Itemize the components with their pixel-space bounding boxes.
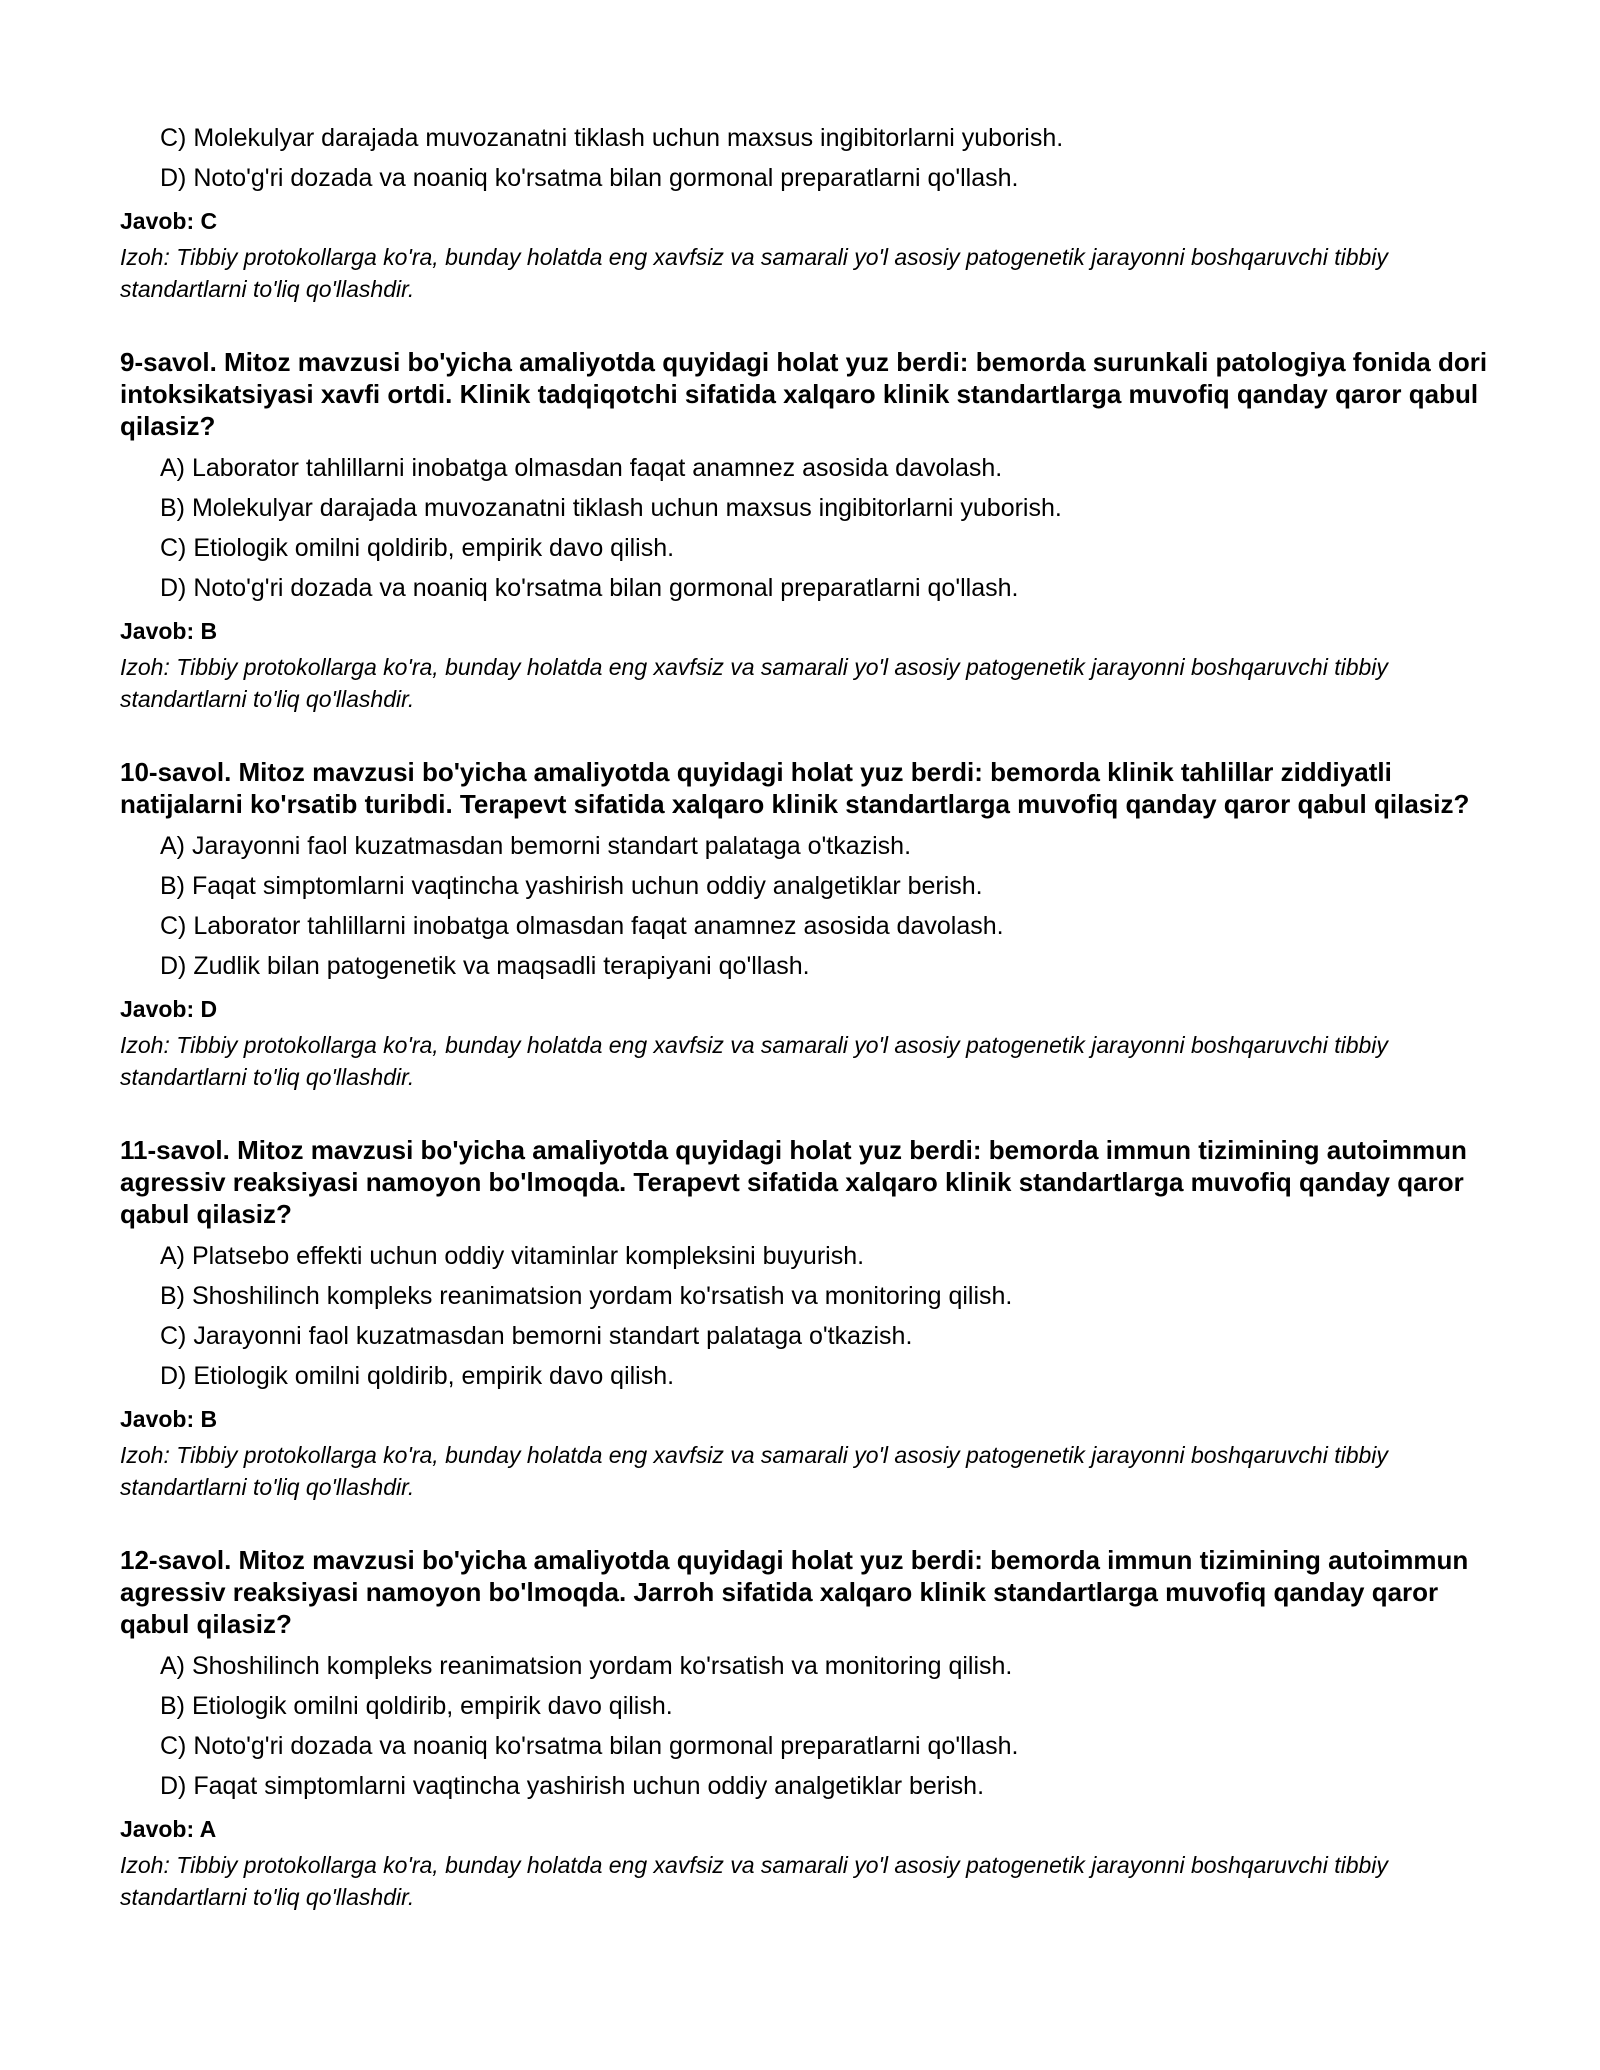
- options-list: [120, 448, 1490, 608]
- options-list: [120, 1236, 1490, 1396]
- option-b: B) Molekulyar darajada muvozanatni tiklash uchun maxsus ingibitorlarni yuborish.: [160, 494, 1062, 522]
- option-d: D) Faqat simptomlarni vaqtincha yashirish uchun oddiy analgetiklar berish.: [160, 1772, 985, 1800]
- answer: Javob: D: [120, 996, 218, 1022]
- option-d: D) Noto'g'ri dozada va noaniq ko'rsatma bilan gormonal preparatlarni qo'llash.: [160, 574, 1019, 602]
- explanation-note: Izoh: Tibbiy protokollarga ko'ra, bunday holatda eng xavfsiz va samarali yo'l asosiy patogenetik jarayonni boshqaruvchi tibbiy standartlarni to'liq qo'llashdir.: [120, 1032, 1388, 1090]
- question-title: 12-savol. Mitoz mavzusi bo'yicha amaliyotda quyidagi holat yuz berdi: bemorda immun tizimining autoimmun agressiv reaksiyasi namoyon bo'lmoqda. Jarroh sifatida xalqaro klinik standartlarga muvofiq qanday qaror qabul qilasiz?: [120, 1545, 1469, 1639]
- answer: Javob: C: [120, 208, 218, 234]
- answer: Javob: A: [120, 1816, 217, 1842]
- options-list: [120, 118, 1490, 198]
- option-a: A) Laborator tahlillarni inobatga olmasdan faqat anamnez asosida davolash.: [160, 454, 1003, 482]
- option-c: C) Noto'g'ri dozada va noaniq ko'rsatma bilan gormonal preparatlarni qo'llash.: [160, 1732, 1019, 1760]
- question-8-continued: [120, 118, 1490, 305]
- explanation-note: Izoh: Tibbiy protokollarga ko'ra, bunday holatda eng xavfsiz va samarali yo'l asosiy patogenetik jarayonni boshqaruvchi tibbiy standartlarni to'liq qo'llashdir.: [120, 244, 1388, 302]
- option-a: A) Jarayonni faol kuzatmasdan bemorni standart palataga o'tkazish.: [160, 832, 912, 860]
- option-c: C) Jarayonni faol kuzatmasdan bemorni standart palataga o'tkazish.: [160, 1322, 913, 1350]
- question-11: [120, 1134, 1490, 1503]
- question-title: 11-savol. Mitoz mavzusi bo'yicha amaliyotda quyidagi holat yuz berdi: bemorda immun tizimining autoimmun agressiv reaksiyasi namoyon bo'lmoqda. Terapevt sifatida xalqaro klinik standartlarga muvofiq qanday qaror qabul qilasiz?: [120, 1135, 1467, 1229]
- option-a: A) Platsebo effekti uchun oddiy vitaminlar kompleksini buyurish.: [160, 1242, 865, 1270]
- answer: Javob: B: [120, 1406, 218, 1432]
- explanation-note: Izoh: Tibbiy protokollarga ko'ra, bunday holatda eng xavfsiz va samarali yo'l asosiy patogenetik jarayonni boshqaruvchi tibbiy standartlarni to'liq qo'llashdir.: [120, 654, 1388, 712]
- document-page: [120, 118, 1490, 1913]
- question-12: [120, 1544, 1490, 1913]
- option-b: B) Faqat simptomlarni vaqtincha yashirish uchun oddiy analgetiklar berish.: [160, 872, 983, 900]
- question-title: 9-savol. Mitoz mavzusi bo'yicha amaliyotda quyidagi holat yuz berdi: bemorda surunkali patologiya fonida dori intoksikatsiyasi xavfi ortdi. Klinik tadqiqotchi sifatida xalqaro klinik standartlarga muvofiq qanday qaror qabul qilasiz?: [120, 347, 1488, 441]
- option-d: D) Etiologik omilni qoldirib, empirik davo qilish.: [160, 1362, 675, 1390]
- question-10: [120, 756, 1490, 1093]
- option-c: C) Laborator tahlillarni inobatga olmasdan faqat anamnez asosida davolash.: [160, 912, 1004, 940]
- options-list: [120, 1646, 1490, 1806]
- option-c: C) Etiologik omilni qoldirib, empirik davo qilish.: [160, 534, 675, 562]
- answer: Javob: B: [120, 618, 218, 644]
- question-9: [120, 346, 1490, 715]
- option-a: A) Shoshilinch kompleks reanimatsion yordam ko'rsatish va monitoring qilish.: [160, 1652, 1013, 1680]
- explanation-note: Izoh: Tibbiy protokollarga ko'ra, bunday holatda eng xavfsiz va samarali yo'l asosiy patogenetik jarayonni boshqaruvchi tibbiy standartlarni to'liq qo'llashdir.: [120, 1442, 1388, 1500]
- option-b: B) Shoshilinch kompleks reanimatsion yordam ko'rsatish va monitoring qilish.: [160, 1282, 1013, 1310]
- option-d: D) Zudlik bilan patogenetik va maqsadli terapiyani qo'llash.: [160, 952, 810, 980]
- explanation-note: Izoh: Tibbiy protokollarga ko'ra, bunday holatda eng xavfsiz va samarali yo'l asosiy patogenetik jarayonni boshqaruvchi tibbiy standartlarni to'liq qo'llashdir.: [120, 1852, 1388, 1910]
- option-c: C) Molekulyar darajada muvozanatni tiklash uchun maxsus ingibitorlarni yuborish.: [160, 124, 1064, 152]
- question-title: 10-savol. Mitoz mavzusi bo'yicha amaliyotda quyidagi holat yuz berdi: bemorda klinik tahlillar ziddiyatli natijalarni ko'rsatib turibdi. Terapevt sifatida xalqaro klinik standartlarga muvofiq qanday qaror qabul qilasiz?: [120, 757, 1470, 819]
- option-b: B) Etiologik omilni qoldirib, empirik davo qilish.: [160, 1692, 673, 1720]
- options-list: [120, 826, 1490, 986]
- option-d: D) Noto'g'ri dozada va noaniq ko'rsatma bilan gormonal preparatlarni qo'llash.: [160, 164, 1019, 192]
